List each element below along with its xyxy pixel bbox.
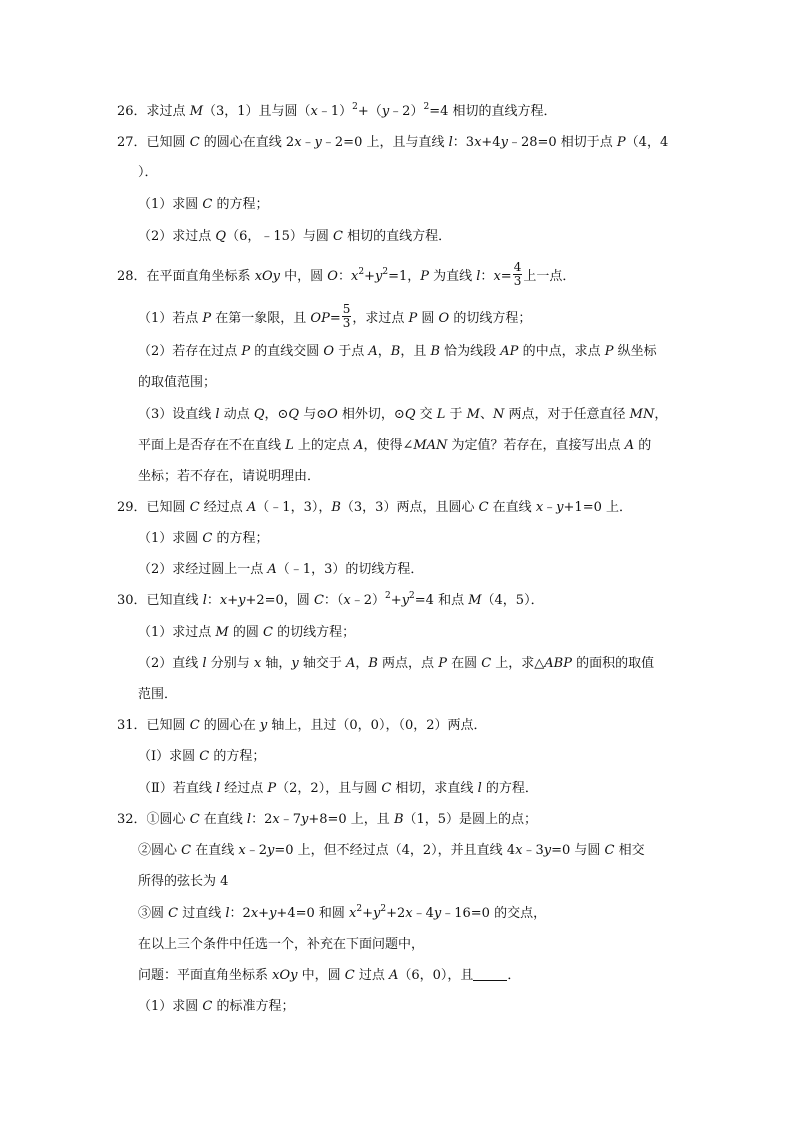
question-number: 26． [117,104,147,119]
question-32-condition-2-cont: 所得的弦长为 4 [138,874,229,889]
question-28-part-2: （2）若存在过点 P 的直线交圆 O 于点 A，B，且 B 恰为线段 AP 的中点，求点 P 纵坐标 [138,344,657,359]
answer-blank [473,968,507,981]
question-32-problem: 问题：平面直角坐标系 xOy 中，圆 C 过点 A（6，0），且 ． [138,968,521,983]
question-30-part-1: （1）求过点 M 的圆 C 的切线方程； [138,625,356,640]
question-number: 28． [117,269,147,284]
question-31: 31．已知圆 C 的圆心在 y 轴上，且过（0，0），（0，2）两点． [117,718,487,733]
question-28-part-3: （3）设直线 l 动点 Q，⊙Q 与⊙O 相外切，⊙Q 交 L 于 M、N 两点，对于任意直径 MN， [138,407,668,422]
question-27-part-2: （2）求过点 Q（6，﹣15）与圆 C 相切的直线方程． [138,229,452,244]
question-28-part-3-cont2: 坐标；若不存在，请说明理由． [138,469,321,484]
question-28-part-2-cont: 的取值范围； [138,375,217,390]
question-30: 30．已知直线 l：x+y+2=0，圆 C：$(x﹣2)^2+y^2=4$ 和点 M（4，5）． [117,591,544,608]
fraction: $\frac{4}{3}$ [513,260,522,288]
question-28-part-3-cont: 平面上是否存在不在直线 L 上的定点 A，使得∠MAN 为定值？若存在，直接写出点 A 的 [138,438,652,453]
question-30-part-2-cont: 范围． [138,687,178,702]
question-28: 28．在平面直角坐标系 xOy 中，圆 O：$x^2+y^2=1$，P 为直线 l：x= $\frac{4}{3}$ 上一点． [117,260,576,288]
question-30-part-2: （2）直线 l 分别与 x 轴，y 轴交于 A，B 两点，点 P 在圆 C 上，求△ABP 的面积的取值 [138,656,655,671]
question-29-part-1: （1）求圆 C 的方程； [138,531,269,546]
question-number: 29． [117,500,147,515]
question-29-part-2: （2）求经过圆上一点 A（﹣1，3）的切线方程． [138,562,424,577]
question-number: 30． [117,593,147,608]
question-27: 27．已知圆 C 的圆心在直线 2x﹣y﹣2=0 上，且与直线 l：3x+4y﹣28=0 相切于点 P（4，4 [117,135,669,150]
question-number: 27． [117,135,147,150]
question-number: 32． [117,812,147,827]
question-number: 31． [117,718,147,733]
question-31-part-2: （Ⅱ）若直线 l 经过点 P（2，2），且与圆 C 相切，求直线 l 的方程． [138,781,538,796]
question-32-condition-2: ②圆心 C 在直线 x﹣2y=0 上，但不经过点（4，2），并且直线 4x﹣3y=0 与圆 C 相交 [138,843,645,858]
question-26: 26．求过点 M（3，1）且与圆（x﹣1）$^2$+（y﹣2）$^2$=4 相切的直线方程． [117,102,557,119]
question-31-part-1: （Ⅰ）求圆 C 的方程； [138,749,266,764]
fraction: $\frac{5}{3}$ [342,302,351,330]
question-28-part-1: （1）若点 P 在第一象限，且 OP= $\frac{5}{3}$ ，求过点 P 圆 O 的切线方程； [138,302,532,330]
question-29: 29．已知圆 C 经过点 A（﹣1，3），B（3，3）两点，且圆心 C 在直线 x﹣y+1=0 上． [117,500,632,515]
question-32: 32．①圆心 C 在直线 l：2x﹣7y+8=0 上，且 B（1，5）是圆上的点； [117,812,538,827]
question-27-part-1: （1）求圆 C 的方程； [138,197,269,212]
question-27-cont: ）． [138,165,158,180]
question-32-condition-3: ③圆 C 过直线 l：2x+y+4=0 和圆 $x^2+y^2+2x﹣4y﹣16=0$ 的交点， [138,904,547,921]
question-32-part-1: （1）求圆 C 的标准方程； [138,999,295,1014]
question-32-instruction: 在以上三个条件中任选一个，补充在下面问题中， [138,937,425,952]
